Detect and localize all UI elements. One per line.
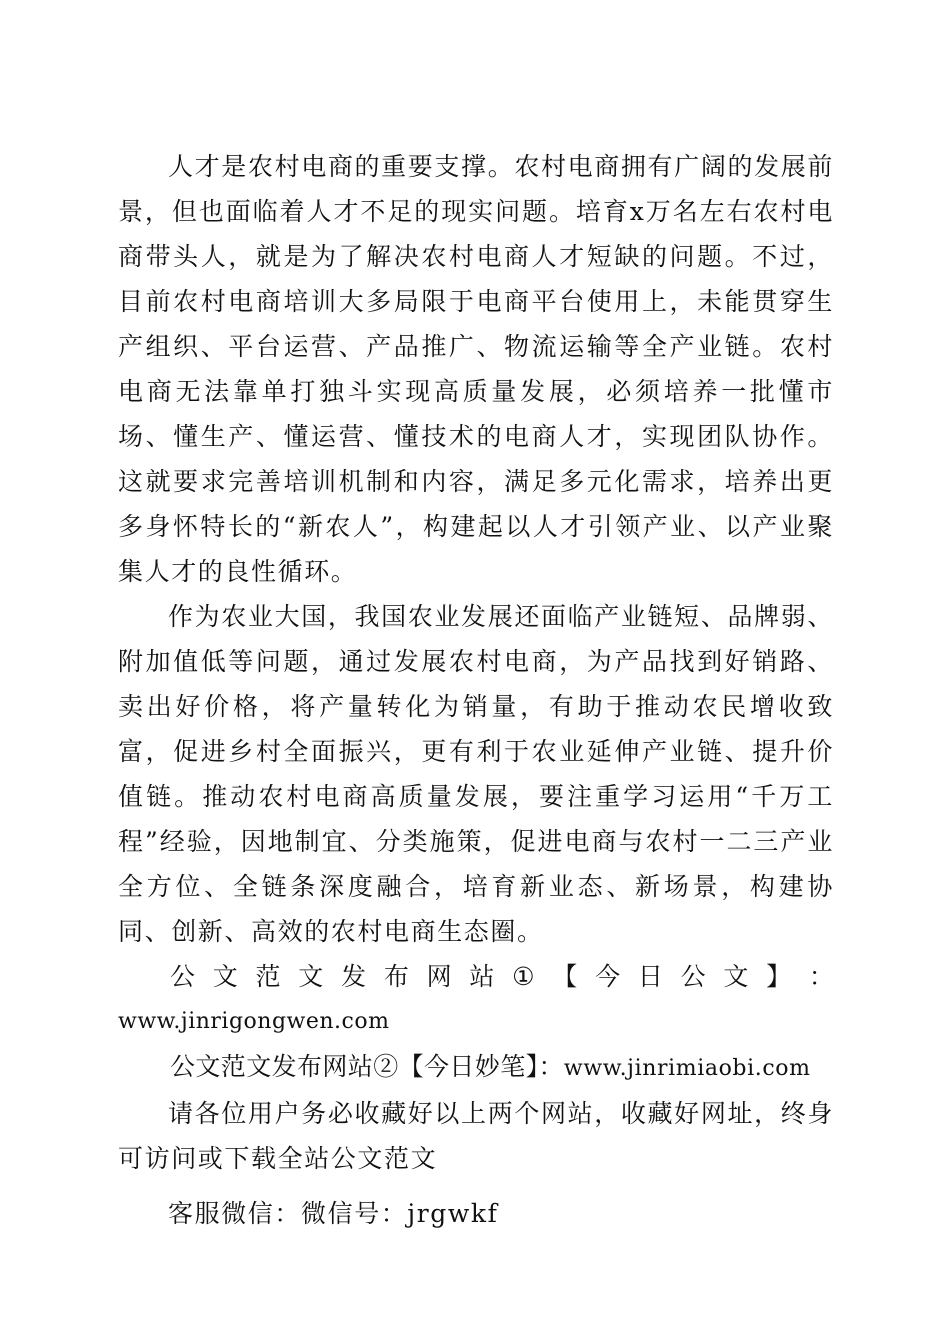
site1-char: 日 bbox=[637, 962, 663, 991]
site1-char: 今 bbox=[595, 962, 621, 991]
site1-char: 网 bbox=[426, 962, 452, 991]
site1-label bbox=[118, 954, 834, 999]
site1-char: 【 bbox=[552, 962, 578, 991]
site2-label: 公文范文发布网站②【今日妙笔】： bbox=[170, 1052, 564, 1081]
site1-char: 站 bbox=[469, 962, 495, 991]
site1-char: ① bbox=[512, 962, 535, 991]
site1-char: 】 bbox=[766, 962, 792, 991]
site1-char: 范 bbox=[255, 962, 281, 991]
document-page bbox=[118, 144, 834, 1236]
site1-url[interactable]: www.jinrigongwen.com bbox=[118, 1009, 390, 1034]
paragraph-talent: 人才是农村电商的重要支撑。农村电商拥有广阔的发展前景，但也面临着人才不足的现实问题。培育x万名左右农村电商带头人，就是为了解决农村电商人才短缺的问题。不过，目前农村电商培训大多局限于电商平台使用上，未能贯穿生产组织、平台运营、产品推广、物流运输等全产业链。农村电商无法靠单打独斗实现高质量发展，必须培养一批懂市场、懂生产、懂运营、懂技术的电商人才，实现团队协作。这就要求完善培训机制和内容，满足多元化需求，培养出更多身怀特长的“新农人”，构建起以人才引领产业、以产业聚集人才的良性循环。 bbox=[118, 152, 834, 586]
site1-char: ： bbox=[808, 962, 834, 991]
site1-char: 公 bbox=[170, 962, 196, 991]
site2-line bbox=[118, 1044, 834, 1091]
contact-text: 客服微信：微信号：jrgwkf bbox=[168, 1199, 499, 1228]
site1-char: 公 bbox=[680, 962, 706, 991]
spacer bbox=[118, 1181, 834, 1191]
site2-url[interactable]: www.jinrimiaobi.com bbox=[563, 1056, 811, 1081]
paragraph-agriculture: 作为农业大国，我国农业发展还面临产业链短、品牌弱、附加值低等问题，通过发展农村电商，为产品找到好销路、卖出好价格，将产量转化为销量，有助于推动农民增收致富，促进乡村全面振兴，更有利于农业延伸产业链、提升价值链。推动农村电商高质量发展，要注重学习运用“千万工程”经验，因地制宜、分类施策，促进电商与农村一二三产业全方位、全链条深度融合，培育新业态、新场景，构建协同、创新、高效的农村电商生态圈。 bbox=[118, 602, 834, 946]
notice-text: 请各位用户务必收藏好以上两个网站，收藏好网址，终身可访问或下载全站公文范文 bbox=[118, 1099, 834, 1173]
site1-char: 文 bbox=[723, 962, 749, 991]
site1-char: 文 bbox=[298, 962, 324, 991]
site1-char: 文 bbox=[212, 962, 238, 991]
site1-char: 发 bbox=[341, 962, 367, 991]
site1-char: 布 bbox=[383, 962, 409, 991]
